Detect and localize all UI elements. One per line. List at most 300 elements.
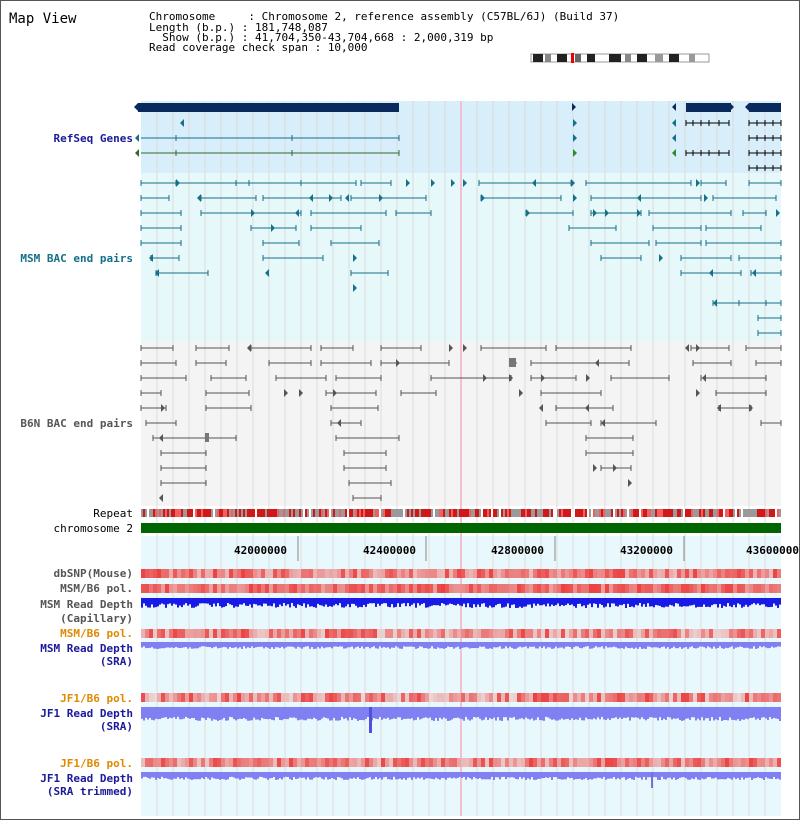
read-depth-bar [253,772,255,779]
read-depth-bar [389,598,391,607]
read-depth-bar [341,707,343,717]
read-depth-bar [309,598,311,607]
read-depth-bar [347,707,349,720]
read-depth-bar [213,642,215,647]
track-label-b6n-bac[interactable]: B6N BAC end pairs [20,417,133,430]
read-depth-bar [491,642,493,649]
read-depth-bar [477,707,479,717]
read-depth-bar [363,598,365,605]
read-depth-bar [389,642,391,649]
polymorphism-cell [509,569,513,578]
read-depth-bar [297,707,299,720]
read-depth-bar [309,642,311,649]
repeat-segment [717,509,719,517]
polymorphism-cell [269,629,273,638]
read-depth-bar [553,642,555,648]
polymorphism-cell [389,569,393,578]
repeat-segment [517,509,519,517]
read-depth-bar [477,772,479,779]
polymorphism-cell [685,758,689,767]
repeat-segment [247,509,249,517]
read-depth-bar [417,598,419,603]
read-depth-bar [413,707,415,720]
polymorphism-cell [469,758,473,767]
read-depth-bar [601,707,603,717]
read-depth-bar [199,642,201,647]
polymorphism-cell [477,693,481,702]
read-depth-bar [461,707,463,719]
polymorphism-cell [381,693,385,702]
read-depth-bar [637,642,639,649]
read-depth-bar [593,642,595,648]
read-depth-bar [355,642,357,647]
read-depth-bar [497,598,499,604]
read-depth-bar [707,707,709,718]
read-depth-bar [235,707,237,720]
polymorphism-cell [509,584,513,593]
polymorphism-cell [657,584,661,593]
polymorphism-cell [617,693,621,702]
read-depth-bar [227,772,229,779]
read-depth-bar [379,598,381,606]
read-depth-bar [179,642,181,648]
read-depth-bar [327,598,329,607]
read-depth-bar [639,772,641,778]
polymorphism-cell [729,584,733,593]
polymorphism-cell [213,693,217,702]
read-depth-bar [187,598,189,606]
polymorphism-cell [713,584,717,593]
repeat-segment [369,509,371,517]
polymorphism-cell [705,758,709,767]
read-depth-bar [191,642,193,649]
read-depth-bar [251,707,253,720]
read-depth-bar [437,598,439,605]
repeat-segment [655,509,657,517]
polymorphism-cell [205,584,209,593]
read-depth-bar [713,772,715,778]
read-depth-bar [165,772,167,778]
polymorphism-cell [629,584,633,593]
polymorphism-cell [633,569,637,578]
polymorphism-cell [421,758,425,767]
polymorphism-cell [201,629,205,638]
read-depth-bar [673,772,675,778]
polymorphism-cell [413,693,417,702]
polymorphism-cell [153,629,157,638]
read-depth-bar [193,642,195,648]
read-depth-bar [711,598,713,605]
read-depth-bar [429,707,431,717]
polymorphism-cell [305,693,309,702]
polymorphism-cell [473,569,477,578]
read-depth-bar [739,707,741,721]
read-depth-bar [589,772,591,779]
polymorphism-cell [149,758,153,767]
repeat-segment [757,509,759,517]
track-label-refseq[interactable]: RefSeq Genes [53,132,133,145]
read-depth-bar [455,642,457,647]
read-depth-bar [397,642,399,647]
read-depth-bar [507,642,509,648]
read-depth-bar [257,772,259,779]
repeat-segment [755,509,757,517]
polymorphism-cell [617,629,621,638]
polymorphism-cell [653,693,657,702]
read-depth-bar [767,772,769,778]
read-depth-bar [735,707,737,720]
read-depth-bar [359,642,361,648]
track-label-msm-bac[interactable]: MSM BAC end pairs [20,252,133,265]
read-depth-bar [409,772,411,777]
read-depth-bar [165,642,167,648]
polymorphism-cell [273,584,277,593]
read-depth-bar [185,598,187,603]
polymorphism-cell [397,758,401,767]
polymorphism-cell [381,758,385,767]
read-depth-bar [241,772,243,779]
polymorphism-cell [309,693,313,702]
read-depth-bar [173,772,175,779]
read-depth-bar [747,772,749,778]
repeat-segment [265,509,267,517]
repeat-segment [579,509,581,517]
read-depth-bar [163,598,165,604]
read-depth-bar [151,598,153,604]
read-depth-bar [261,642,263,647]
polymorphism-cell [341,629,345,638]
repeat-segment [559,509,561,517]
read-depth-bar [329,642,331,647]
polymorphism-cell [261,584,265,593]
polymorphism-cell [737,629,741,638]
polymorphism-cell [221,569,225,578]
polymorphism-cell [693,629,697,638]
polymorphism-cell [273,758,277,767]
read-depth-bar [387,772,389,779]
read-depth-bar [219,642,221,648]
repeat-segment [573,509,575,517]
read-depth-bar [421,707,423,719]
polymorphism-cell [385,569,389,578]
read-depth-bar [265,772,267,778]
polymorphism-cell [265,758,269,767]
read-depth-bar [361,642,363,647]
repeat-segment [269,509,271,517]
read-depth-bar [511,772,513,777]
read-depth-bar [223,642,225,647]
read-depth-bar [335,598,337,604]
polymorphism-cell [421,569,425,578]
read-depth-bar [453,642,455,649]
read-depth-bar [571,642,573,649]
polymorphism-cell [293,569,297,578]
read-depth-bar [275,642,277,647]
read-depth-bar [233,707,235,719]
read-depth-bar [533,707,535,721]
read-depth-bar [541,707,543,720]
read-depth-bar [669,772,671,778]
read-depth-bar [315,598,317,608]
repeat-segment [187,509,189,517]
polymorphism-cell [553,584,557,593]
read-depth-bar [261,598,263,606]
read-depth-bar [275,598,277,608]
repeat-segment [767,509,769,517]
polymorphism-cell [445,758,449,767]
read-depth-bar [433,772,435,779]
track-label-jf1-depth-sra: JF1 Read Depth [40,707,133,720]
read-depth-bar [179,598,181,606]
polymorphism-cell [317,629,321,638]
polymorphism-cell [705,584,709,593]
ideogram-band [609,54,621,62]
read-depth-bar [389,772,391,779]
read-depth-bar [551,642,553,649]
polymorphism-cell [333,629,337,638]
axis-tick-label: 42000000 [234,544,287,557]
axis-tick-label: 43600000 [746,544,799,557]
read-depth-bar [397,598,399,603]
polymorphism-cell [361,629,365,638]
repeat-segment [389,509,391,517]
read-depth-bar [631,598,633,606]
polymorphism-cell [565,569,569,578]
read-depth-bar [619,772,621,779]
repeat-segment [237,509,239,517]
polymorphism-cell [193,629,197,638]
read-depth-bar [393,642,395,648]
polymorphism-cell [233,629,237,638]
polymorphism-cell [625,693,629,702]
polymorphism-cell [725,569,729,578]
polymorphism-cell [693,758,697,767]
read-depth-bar [653,642,655,647]
read-depth-bar [707,598,709,607]
polymorphism-cell [489,629,493,638]
polymorphism-cell [329,584,333,593]
polymorphism-cell [497,758,501,767]
read-depth-bar [353,598,355,604]
read-depth-bar [235,642,237,647]
polymorphism-cell [517,629,521,638]
read-depth-bar [747,642,749,648]
read-depth-bar [317,707,319,721]
polymorphism-cell [257,629,261,638]
read-depth-bar [751,642,753,649]
read-depth-bar [687,642,689,649]
read-depth-bar [615,598,617,606]
read-depth-bar [745,598,747,605]
repeat-segment [751,509,753,517]
polymorphism-cell [685,629,689,638]
read-depth-bar [317,772,319,778]
read-depth-bar [217,707,219,721]
read-depth-bar [345,642,347,648]
read-depth-bar [171,772,173,780]
polymorphism-cell [617,569,621,578]
read-depth-bar [541,772,543,778]
polymorphism-cell [565,758,569,767]
polymorphism-cell [661,629,665,638]
read-depth-bar [331,642,333,648]
polymorphism-cell [161,629,165,638]
polymorphism-cell [325,758,329,767]
read-depth-bar [201,772,203,778]
polymorphism-cell [177,569,181,578]
read-depth-bar [227,707,229,720]
polymorphism-cell [525,693,529,702]
read-depth-bar [235,772,237,779]
polymorphism-cell [413,758,417,767]
read-depth-bar [509,642,511,647]
polymorphism-cell [445,584,449,593]
read-depth-bar [759,772,761,778]
read-depth-bar [227,598,229,603]
repeat-segment [555,509,557,517]
polymorphism-cell [333,584,337,593]
polymorphism-cell [285,584,289,593]
polymorphism-cell [513,629,517,638]
repeat-segment [209,509,211,517]
polymorphism-cell [593,569,597,578]
read-depth-bar [515,642,517,649]
read-depth-bar [531,598,533,608]
polymorphism-cell [393,584,397,593]
polymorphism-cell [457,693,461,702]
read-depth-bar [543,772,545,778]
polymorphism-cell [437,693,441,702]
read-depth-bar [557,707,559,721]
repeat-segment [349,509,351,517]
polymorphism-cell [749,629,753,638]
read-depth-bar [731,707,733,720]
read-depth-bar [373,772,375,779]
repeat-segment [637,509,639,517]
read-depth-bar [279,772,281,778]
read-depth-bar [483,598,485,603]
track-label-msm-depth-sra: MSM Read Depth [40,642,133,655]
read-depth-bar [157,772,159,778]
read-depth-bar [303,598,305,603]
read-depth-bar [765,772,767,777]
read-depth-bar [263,598,265,604]
read-depth-bar [581,707,583,720]
read-depth-bar [529,772,531,779]
read-depth-bar [651,642,653,648]
read-depth-bar [591,598,593,607]
polymorphism-cell [573,629,577,638]
read-depth-bar [313,707,315,718]
read-depth-bar [155,598,157,607]
polymorphism-cell [437,629,441,638]
read-depth-bar [639,642,641,647]
polymorphism-cell [293,758,297,767]
polymorphism-cell [637,584,641,593]
repeat-segment [675,509,677,517]
polymorphism-cell [645,693,649,702]
read-depth-bar [421,642,423,647]
polymorphism-cell [689,693,693,702]
polymorphism-cell [585,693,589,702]
read-depth-bar [769,772,771,779]
read-depth-bar [175,598,177,605]
read-depth-bar [225,707,227,721]
read-depth-bar [675,707,677,719]
read-depth-bar [737,642,739,647]
read-depth-bar [627,642,629,648]
read-depth-bar [385,598,387,603]
repeat-segment [367,509,369,517]
repeat-segment [673,509,675,517]
read-depth-bar [605,642,607,646]
read-depth-bar [341,642,343,647]
repeat-segment [639,509,641,517]
polymorphism-cell [389,758,393,767]
polymorphism-cell [301,569,305,578]
read-depth-bar [729,772,731,779]
read-depth-bar [485,707,487,717]
repeat-segment [711,509,713,517]
read-depth-bar [673,598,675,606]
read-depth-bar [217,772,219,779]
polymorphism-cell [221,693,225,702]
polymorphism-cell [217,629,221,638]
read-depth-bar [419,707,421,720]
polymorphism-cell [329,569,333,578]
repeat-segment [511,509,513,517]
read-depth-bar [159,598,161,605]
read-depth-bar [205,772,207,777]
b6n-marker-block [205,433,209,442]
polymorphism-cell [353,569,357,578]
read-depth-bar [407,642,409,647]
chromosome-ideogram[interactable] [529,53,711,63]
polymorphism-cell [349,758,353,767]
polymorphism-cell [721,693,725,702]
read-depth-bar [401,642,403,649]
read-depth-bar [365,642,367,647]
polymorphism-cell [277,629,281,638]
polymorphism-cell [693,693,697,702]
polymorphism-cell [389,693,393,702]
polymorphism-cell [481,569,485,578]
repeat-segment [735,509,737,517]
polymorphism-cell [493,758,497,767]
repeat-segment [691,509,693,517]
polymorphism-cell [337,569,341,578]
read-depth-bar [583,642,585,647]
polymorphism-cell [217,569,221,578]
polymorphism-cell [521,584,525,593]
polymorphism-cell [713,758,717,767]
read-depth-bar [571,772,573,778]
read-depth-bar [337,707,339,721]
read-depth-bar [635,598,637,605]
read-depth-bar [603,598,605,607]
polymorphism-cell [309,629,313,638]
polymorphism-cell [745,629,749,638]
read-depth-bar [437,707,439,721]
polymorphism-cell [141,693,145,702]
polymorphism-cell [497,569,501,578]
repeat-segment [765,509,767,517]
polymorphism-cell [473,629,477,638]
read-depth-bar [751,707,753,718]
read-depth-bar [501,642,503,649]
read-depth-bar [571,598,573,604]
read-depth-bar [473,707,475,717]
